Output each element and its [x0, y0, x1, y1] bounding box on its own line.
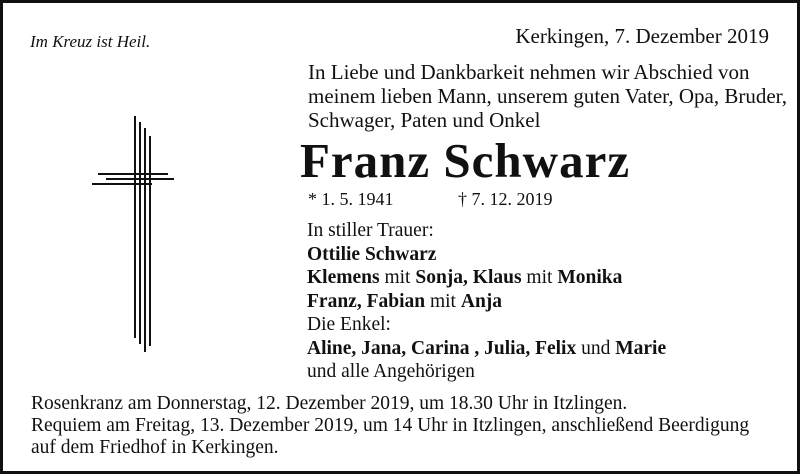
rosary-info: Rosenkranz am Donnerstag, 12. Dezember 2019, um 18.30 Uhr in Itzlingen.: [31, 393, 628, 414]
family-name: Anja: [460, 290, 503, 312]
grandchildren-line: [307, 337, 666, 361]
family-name: Franz, Fabian: [307, 290, 426, 312]
place-date: Kerkingen, 7. Dezember 2019: [515, 24, 769, 48]
intro-text: [308, 60, 788, 132]
intro-line: In Liebe und Dankbarkeit nehmen wir Abschied von: [308, 60, 750, 84]
birth-date: * 1. 5. 1941: [308, 189, 394, 209]
grandchildren-label: Die Enkel:: [307, 314, 391, 335]
mourners-heading: In stiller Trauer:: [307, 220, 434, 241]
death-date: † 7. 12. 2019: [458, 189, 553, 209]
connector-text: mit: [379, 267, 416, 288]
requiem-info: Requiem am Freitag, 13. Dezember 2019, um 14 Uhr in Itzlingen, anschließend Beerdigung: [31, 415, 750, 436]
deceased-name: Franz Schwarz: [300, 133, 631, 188]
life-dates: [308, 189, 553, 210]
cross-icon: [88, 108, 178, 358]
connector-text: mit: [425, 290, 461, 312]
motto: Im Kreuz ist Heil.: [30, 32, 151, 51]
connector-text: mit: [521, 267, 558, 288]
burial-info: auf dem Friedhof in Kerkingen.: [31, 437, 279, 458]
family-name: Klemens: [307, 267, 380, 288]
connector-text: und: [576, 337, 616, 359]
family-line: [307, 290, 666, 314]
grandchildren-names: Aline, Jana, Carina , Julia, Felix: [307, 337, 577, 359]
family-name: Sonja, Klaus: [415, 267, 522, 288]
intro-line: meinem lieben Mann, unserem guten Vater, Opa, Bruder,: [308, 84, 788, 108]
mourners-list: [307, 219, 666, 384]
grandchildren-last: Marie: [615, 337, 667, 359]
service-info: [31, 393, 749, 459]
relatives-line: und alle Angehörigen: [307, 361, 475, 382]
family-line: [307, 266, 666, 290]
intro-line: Schwager, Paten und Onkel: [308, 108, 541, 132]
widow-name: Ottilie Schwarz: [307, 243, 437, 265]
family-name: Monika: [557, 267, 623, 288]
